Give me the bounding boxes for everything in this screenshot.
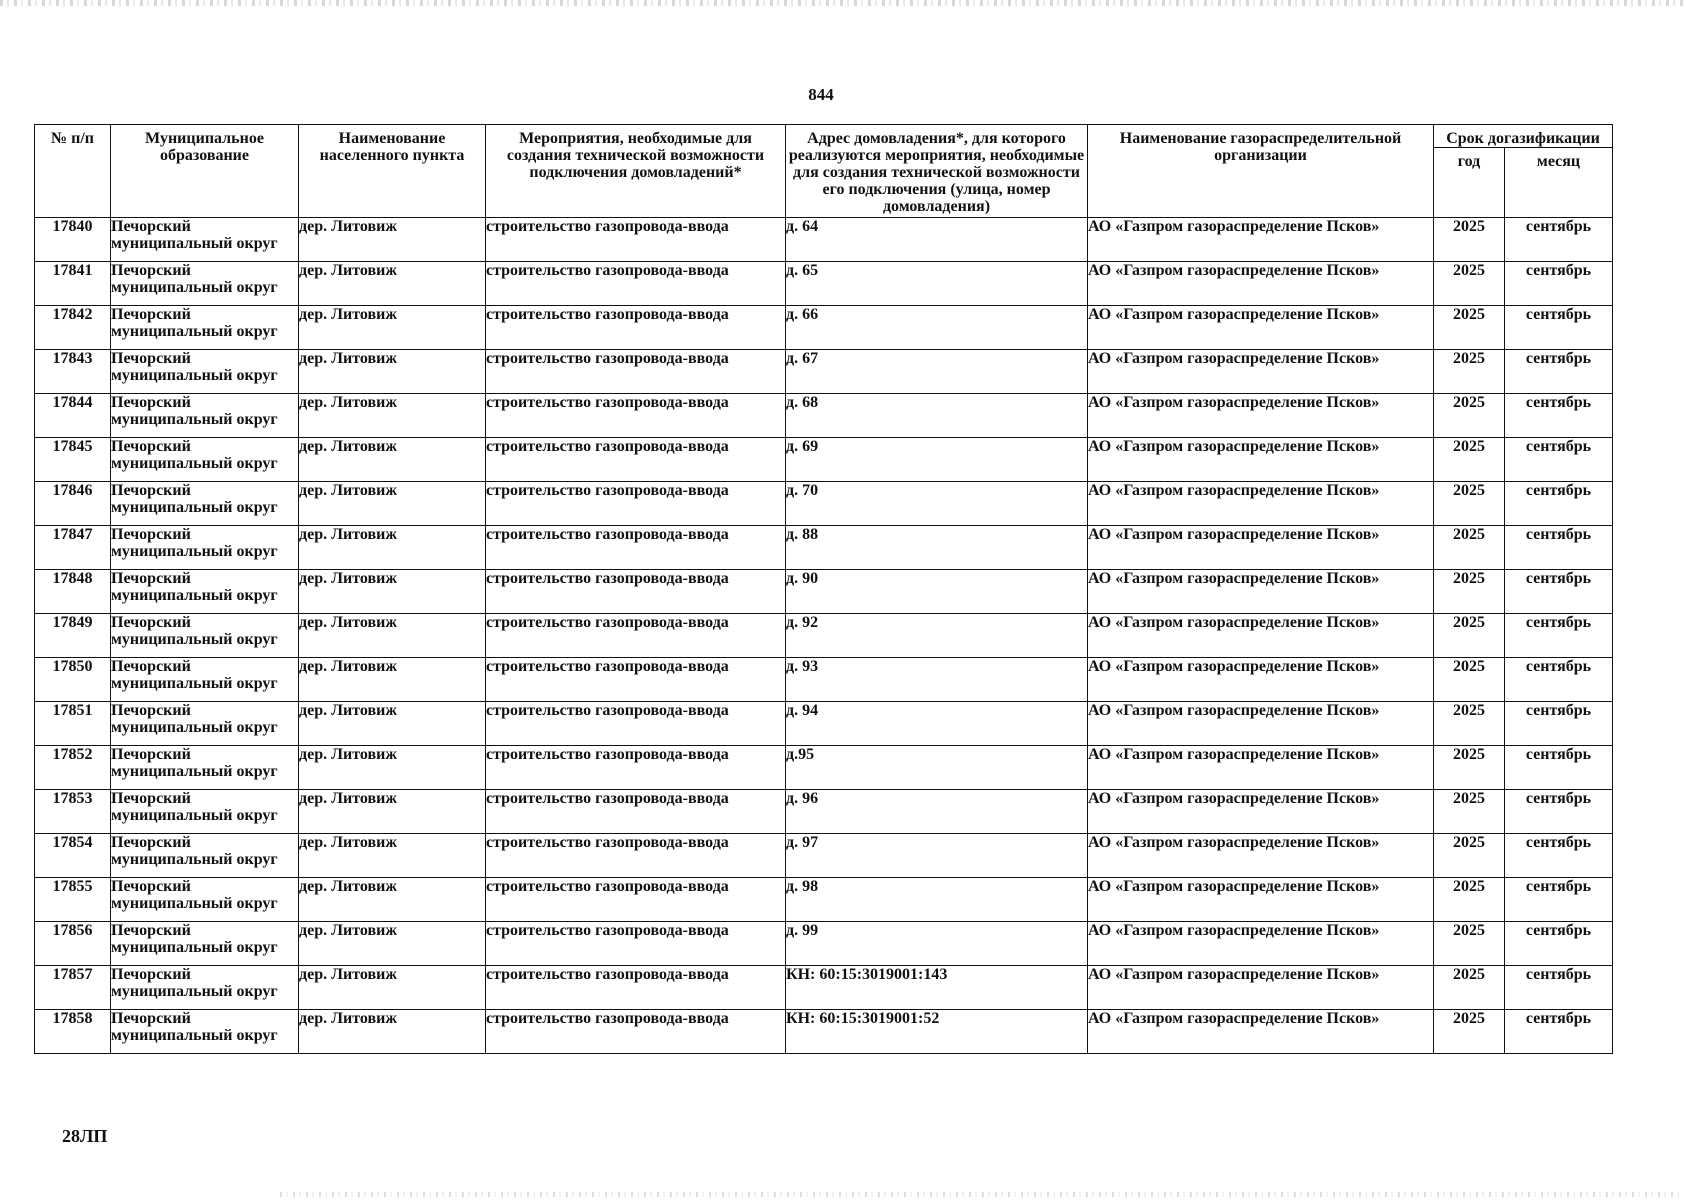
- cell-municipality: Печорский муниципальный округ: [111, 262, 299, 306]
- table-row: [35, 438, 1613, 482]
- cell-address: д. 92: [786, 614, 1088, 658]
- cell-address: д. 67: [786, 350, 1088, 394]
- cell-year: 2025: [1434, 878, 1505, 922]
- table-header: [35, 125, 1613, 218]
- cell-year: 2025: [1434, 350, 1505, 394]
- cell-address: д. 93: [786, 658, 1088, 702]
- table-row: [35, 658, 1613, 702]
- cell-month: сентябрь: [1505, 614, 1613, 658]
- cell-month: сентябрь: [1505, 438, 1613, 482]
- cell-month: сентябрь: [1505, 922, 1613, 966]
- cell-locality: дер. Литовиж: [299, 878, 486, 922]
- table-row: [35, 482, 1613, 526]
- header-address: Адрес домовладения*, для которого реализуются мероприятия, необходимые для создания технической возможности его подключения (улица, номер домовладения): [786, 125, 1088, 218]
- cell-num: 17844: [35, 394, 111, 438]
- table-row: [35, 570, 1613, 614]
- table-row: [35, 1010, 1613, 1054]
- cell-num: 17856: [35, 922, 111, 966]
- cell-year: 2025: [1434, 922, 1505, 966]
- cell-organization: АО «Газпром газораспределение Псков»: [1088, 702, 1434, 746]
- cell-num: 17848: [35, 570, 111, 614]
- cell-address: д. 70: [786, 482, 1088, 526]
- cell-month: сентябрь: [1505, 790, 1613, 834]
- cell-address: д. 68: [786, 394, 1088, 438]
- table-row: [35, 394, 1613, 438]
- cell-locality: дер. Литовиж: [299, 526, 486, 570]
- cell-num: 17849: [35, 614, 111, 658]
- cell-num: 17840: [35, 218, 111, 262]
- cell-month: сентябрь: [1505, 1010, 1613, 1054]
- cell-month: сентябрь: [1505, 482, 1613, 526]
- page-number: 844: [808, 85, 834, 104]
- cell-year: 2025: [1434, 438, 1505, 482]
- cell-organization: АО «Газпром газораспределение Псков»: [1088, 834, 1434, 878]
- cell-month: сентябрь: [1505, 966, 1613, 1010]
- cell-address: д.95: [786, 746, 1088, 790]
- cell-month: сентябрь: [1505, 702, 1613, 746]
- cell-organization: АО «Газпром газораспределение Псков»: [1088, 526, 1434, 570]
- cell-address: КН: 60:15:3019001:52: [786, 1010, 1088, 1054]
- cell-municipality: Печорский муниципальный округ: [111, 306, 299, 350]
- scan-edge-top: [0, 0, 1686, 6]
- cell-month: сентябрь: [1505, 526, 1613, 570]
- cell-municipality: Печорский муниципальный округ: [111, 438, 299, 482]
- cell-num: 17846: [35, 482, 111, 526]
- cell-organization: АО «Газпром газораспределение Псков»: [1088, 614, 1434, 658]
- cell-organization: АО «Газпром газораспределение Псков»: [1088, 878, 1434, 922]
- cell-organization: АО «Газпром газораспределение Псков»: [1088, 570, 1434, 614]
- cell-year: 2025: [1434, 262, 1505, 306]
- cell-organization: АО «Газпром газораспределение Псков»: [1088, 482, 1434, 526]
- cell-municipality: Печорский муниципальный округ: [111, 702, 299, 746]
- table-body: [35, 218, 1613, 1054]
- cell-activity: строительство газопровода-ввода: [486, 526, 786, 570]
- cell-locality: дер. Литовиж: [299, 790, 486, 834]
- cell-organization: АО «Газпром газораспределение Псков»: [1088, 790, 1434, 834]
- table-row: [35, 966, 1613, 1010]
- cell-year: 2025: [1434, 966, 1505, 1010]
- cell-num: 17843: [35, 350, 111, 394]
- cell-address: д. 66: [786, 306, 1088, 350]
- cell-municipality: Печорский муниципальный округ: [111, 614, 299, 658]
- cell-year: 2025: [1434, 746, 1505, 790]
- cell-municipality: Печорский муниципальный округ: [111, 482, 299, 526]
- cell-organization: АО «Газпром газораспределение Псков»: [1088, 658, 1434, 702]
- cell-locality: дер. Литовиж: [299, 570, 486, 614]
- cell-address: д. 99: [786, 922, 1088, 966]
- cell-activity: строительство газопровода-ввода: [486, 966, 786, 1010]
- cell-num: 17847: [35, 526, 111, 570]
- cell-locality: дер. Литовиж: [299, 922, 486, 966]
- table-row: [35, 262, 1613, 306]
- table-row: [35, 702, 1613, 746]
- cell-locality: дер. Литовиж: [299, 614, 486, 658]
- cell-organization: АО «Газпром газораспределение Псков»: [1088, 438, 1434, 482]
- header-organization: Наименование газораспределительной организации: [1088, 125, 1434, 218]
- cell-municipality: Печорский муниципальный округ: [111, 570, 299, 614]
- footer-code: 28ЛП: [62, 1126, 108, 1146]
- cell-num: 17853: [35, 790, 111, 834]
- table-row: [35, 834, 1613, 878]
- cell-month: сентябрь: [1505, 746, 1613, 790]
- cell-month: сентябрь: [1505, 658, 1613, 702]
- cell-year: 2025: [1434, 526, 1505, 570]
- cell-num: 17845: [35, 438, 111, 482]
- cell-locality: дер. Литовиж: [299, 834, 486, 878]
- scan-edge-bottom: [280, 1192, 1680, 1197]
- table-row: [35, 746, 1613, 790]
- cell-month: сентябрь: [1505, 218, 1613, 262]
- cell-address: КН: 60:15:3019001:143: [786, 966, 1088, 1010]
- cell-activity: строительство газопровода-ввода: [486, 834, 786, 878]
- gasification-table: [34, 124, 1613, 1054]
- header-municipality: Муниципальное образование: [111, 125, 299, 218]
- cell-organization: АО «Газпром газораспределение Псков»: [1088, 306, 1434, 350]
- cell-activity: строительство газопровода-ввода: [486, 438, 786, 482]
- header-year: год: [1434, 148, 1505, 218]
- cell-activity: строительство газопровода-ввода: [486, 262, 786, 306]
- cell-year: 2025: [1434, 790, 1505, 834]
- cell-address: д. 69: [786, 438, 1088, 482]
- cell-organization: АО «Газпром газораспределение Псков»: [1088, 922, 1434, 966]
- cell-municipality: Печорский муниципальный округ: [111, 526, 299, 570]
- table-row: [35, 526, 1613, 570]
- cell-municipality: Печорский муниципальный округ: [111, 922, 299, 966]
- cell-year: 2025: [1434, 834, 1505, 878]
- cell-locality: дер. Литовиж: [299, 966, 486, 1010]
- cell-organization: АО «Газпром газораспределение Псков»: [1088, 746, 1434, 790]
- cell-activity: строительство газопровода-ввода: [486, 306, 786, 350]
- cell-locality: дер. Литовиж: [299, 350, 486, 394]
- cell-activity: строительство газопровода-ввода: [486, 218, 786, 262]
- cell-activity: строительство газопровода-ввода: [486, 790, 786, 834]
- cell-address: д. 90: [786, 570, 1088, 614]
- cell-municipality: Печорский муниципальный округ: [111, 790, 299, 834]
- cell-locality: дер. Литовиж: [299, 394, 486, 438]
- header-activities: Мероприятия, необходимые для создания технической возможности подключения домовладений*: [486, 125, 786, 218]
- cell-municipality: Печорский муниципальный округ: [111, 1010, 299, 1054]
- cell-locality: дер. Литовиж: [299, 1010, 486, 1054]
- cell-year: 2025: [1434, 394, 1505, 438]
- cell-num: 17842: [35, 306, 111, 350]
- cell-num: 17858: [35, 1010, 111, 1054]
- cell-activity: строительство газопровода-ввода: [486, 614, 786, 658]
- cell-activity: строительство газопровода-ввода: [486, 922, 786, 966]
- cell-year: 2025: [1434, 702, 1505, 746]
- header-locality: Наименование населенного пункта: [299, 125, 486, 218]
- cell-num: 17854: [35, 834, 111, 878]
- cell-year: 2025: [1434, 482, 1505, 526]
- cell-num: 17851: [35, 702, 111, 746]
- table-row: [35, 922, 1613, 966]
- cell-address: д. 64: [786, 218, 1088, 262]
- cell-year: 2025: [1434, 570, 1505, 614]
- cell-address: д. 96: [786, 790, 1088, 834]
- cell-month: сентябрь: [1505, 834, 1613, 878]
- cell-municipality: Печорский муниципальный округ: [111, 746, 299, 790]
- cell-locality: дер. Литовиж: [299, 482, 486, 526]
- cell-month: сентябрь: [1505, 878, 1613, 922]
- table-row: [35, 218, 1613, 262]
- cell-month: сентябрь: [1505, 350, 1613, 394]
- cell-activity: строительство газопровода-ввода: [486, 1010, 786, 1054]
- cell-locality: дер. Литовиж: [299, 262, 486, 306]
- cell-num: 17857: [35, 966, 111, 1010]
- cell-year: 2025: [1434, 306, 1505, 350]
- table-row: [35, 878, 1613, 922]
- cell-locality: дер. Литовиж: [299, 702, 486, 746]
- cell-month: сентябрь: [1505, 570, 1613, 614]
- header-term: Срок догазификации: [1434, 125, 1613, 148]
- header-num: № п/п: [35, 125, 111, 218]
- cell-activity: строительство газопровода-ввода: [486, 746, 786, 790]
- cell-organization: АО «Газпром газораспределение Псков»: [1088, 394, 1434, 438]
- cell-year: 2025: [1434, 218, 1505, 262]
- table-row: [35, 614, 1613, 658]
- cell-activity: строительство газопровода-ввода: [486, 658, 786, 702]
- cell-year: 2025: [1434, 658, 1505, 702]
- cell-activity: строительство газопровода-ввода: [486, 394, 786, 438]
- cell-locality: дер. Литовиж: [299, 218, 486, 262]
- cell-activity: строительство газопровода-ввода: [486, 350, 786, 394]
- cell-month: сентябрь: [1505, 262, 1613, 306]
- cell-month: сентябрь: [1505, 306, 1613, 350]
- cell-activity: строительство газопровода-ввода: [486, 878, 786, 922]
- cell-locality: дер. Литовиж: [299, 438, 486, 482]
- table-row: [35, 306, 1613, 350]
- cell-municipality: Печорский муниципальный округ: [111, 966, 299, 1010]
- cell-organization: АО «Газпром газораспределение Псков»: [1088, 966, 1434, 1010]
- cell-year: 2025: [1434, 614, 1505, 658]
- cell-municipality: Печорский муниципальный округ: [111, 350, 299, 394]
- cell-locality: дер. Литовиж: [299, 306, 486, 350]
- cell-address: д. 98: [786, 878, 1088, 922]
- cell-activity: строительство газопровода-ввода: [486, 482, 786, 526]
- cell-num: 17841: [35, 262, 111, 306]
- cell-municipality: Печорский муниципальный округ: [111, 878, 299, 922]
- cell-num: 17855: [35, 878, 111, 922]
- cell-year: 2025: [1434, 1010, 1505, 1054]
- cell-municipality: Печорский муниципальный округ: [111, 218, 299, 262]
- cell-locality: дер. Литовиж: [299, 746, 486, 790]
- cell-locality: дер. Литовиж: [299, 658, 486, 702]
- cell-activity: строительство газопровода-ввода: [486, 570, 786, 614]
- cell-address: д. 65: [786, 262, 1088, 306]
- cell-municipality: Печорский муниципальный округ: [111, 658, 299, 702]
- cell-municipality: Печорский муниципальный округ: [111, 834, 299, 878]
- cell-address: д. 94: [786, 702, 1088, 746]
- table-row: [35, 350, 1613, 394]
- table-row: [35, 790, 1613, 834]
- cell-num: 17852: [35, 746, 111, 790]
- cell-address: д. 88: [786, 526, 1088, 570]
- header-month: месяц: [1505, 148, 1613, 218]
- cell-activity: строительство газопровода-ввода: [486, 702, 786, 746]
- cell-organization: АО «Газпром газораспределение Псков»: [1088, 218, 1434, 262]
- cell-organization: АО «Газпром газораспределение Псков»: [1088, 262, 1434, 306]
- cell-municipality: Печорский муниципальный округ: [111, 394, 299, 438]
- cell-organization: АО «Газпром газораспределение Псков»: [1088, 350, 1434, 394]
- cell-month: сентябрь: [1505, 394, 1613, 438]
- cell-address: д. 97: [786, 834, 1088, 878]
- cell-num: 17850: [35, 658, 111, 702]
- cell-organization: АО «Газпром газораспределение Псков»: [1088, 1010, 1434, 1054]
